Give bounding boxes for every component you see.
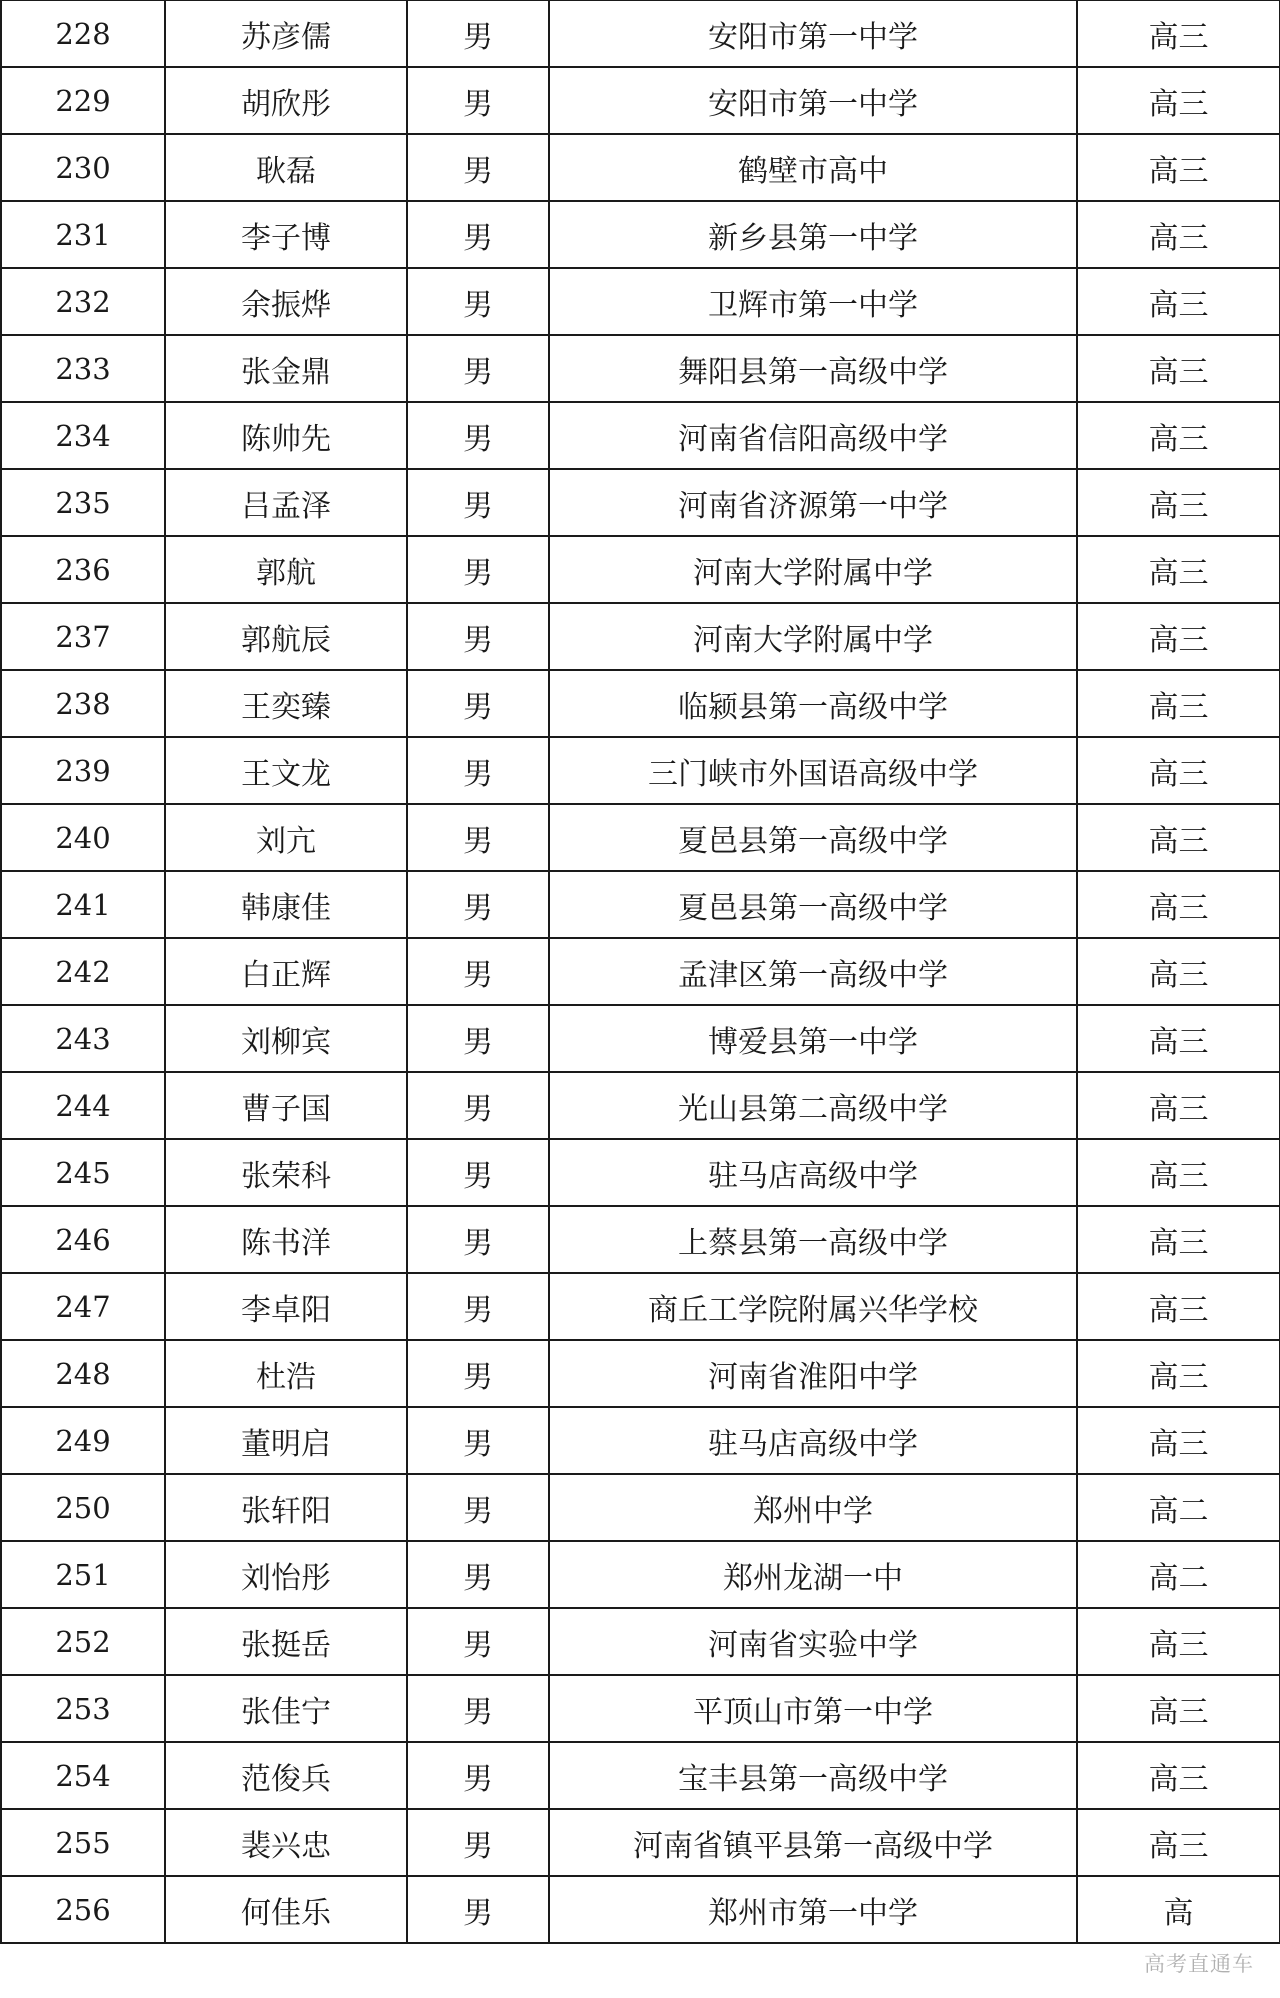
cell-name: 陈书洋: [165, 1206, 407, 1273]
cell-number: 255: [1, 1809, 165, 1876]
cell-school: 卫辉市第一中学: [549, 268, 1077, 335]
cell-school: 博爱县第一中学: [549, 1005, 1077, 1072]
cell-gender: 男: [407, 469, 549, 536]
table-row: [1, 268, 1280, 335]
cell-grade: 高三: [1077, 67, 1280, 134]
cell-grade: 高三: [1077, 1675, 1280, 1742]
cell-school: 宝丰县第一高级中学: [549, 1742, 1077, 1809]
cell-number: 243: [1, 1005, 165, 1072]
cell-grade: 高三: [1077, 536, 1280, 603]
table-row: [1, 804, 1280, 871]
table-row: [1, 871, 1280, 938]
cell-gender: 男: [407, 938, 549, 1005]
table-row: [1, 536, 1280, 603]
cell-grade: 高三: [1077, 1809, 1280, 1876]
table-row: [1, 1474, 1280, 1541]
cell-number: 239: [1, 737, 165, 804]
watermark: 高考直通车: [1144, 1952, 1254, 1976]
cell-school: 河南省镇平县第一高级中学: [549, 1809, 1077, 1876]
table-row: [1, 737, 1280, 804]
cell-gender: 男: [407, 536, 549, 603]
cell-number: 253: [1, 1675, 165, 1742]
cell-number: 246: [1, 1206, 165, 1273]
cell-number: 232: [1, 268, 165, 335]
cell-name: 张轩阳: [165, 1474, 407, 1541]
cell-name: 范俊兵: [165, 1742, 407, 1809]
cell-number: 252: [1, 1608, 165, 1675]
cell-gender: 男: [407, 1139, 549, 1206]
cell-grade: 高三: [1077, 670, 1280, 737]
cell-number: 256: [1, 1876, 165, 1943]
cell-name: 李卓阳: [165, 1273, 407, 1340]
cell-name: 杜浩: [165, 1340, 407, 1407]
cell-name: 董明启: [165, 1407, 407, 1474]
table-row: [1, 670, 1280, 737]
cell-school: 驻马店高级中学: [549, 1139, 1077, 1206]
cell-name: 刘怡彤: [165, 1541, 407, 1608]
cell-gender: 男: [407, 1340, 549, 1407]
cell-number: 242: [1, 938, 165, 1005]
cell-grade: 高三: [1077, 1407, 1280, 1474]
cell-grade: 高三: [1077, 1206, 1280, 1273]
cell-school: 河南省信阳高级中学: [549, 402, 1077, 469]
cell-gender: 男: [407, 1608, 549, 1675]
cell-number: 244: [1, 1072, 165, 1139]
cell-gender: 男: [407, 1206, 549, 1273]
cell-gender: 男: [407, 871, 549, 938]
table-row: [1, 1139, 1280, 1206]
roster-body: [1, 0, 1280, 1943]
cell-grade: 高三: [1077, 938, 1280, 1005]
cell-school: 河南大学附属中学: [549, 603, 1077, 670]
cell-school: 郑州中学: [549, 1474, 1077, 1541]
cell-name: 韩康佳: [165, 871, 407, 938]
cell-grade: 高三: [1077, 1005, 1280, 1072]
cell-gender: 男: [407, 0, 549, 67]
cell-grade: 高三: [1077, 201, 1280, 268]
cell-gender: 男: [407, 737, 549, 804]
table-row: [1, 1809, 1280, 1876]
cell-name: 张金鼎: [165, 335, 407, 402]
cell-gender: 男: [407, 1541, 549, 1608]
cell-number: 231: [1, 201, 165, 268]
cell-gender: 男: [407, 1005, 549, 1072]
cell-grade: 高三: [1077, 1742, 1280, 1809]
cell-school: 夏邑县第一高级中学: [549, 871, 1077, 938]
cell-school: 舞阳县第一高级中学: [549, 335, 1077, 402]
cell-grade: 高: [1077, 1876, 1280, 1943]
cell-school: 三门峡市外国语高级中学: [549, 737, 1077, 804]
table-row: [1, 469, 1280, 536]
cell-grade: 高三: [1077, 469, 1280, 536]
cell-school: 平顶山市第一中学: [549, 1675, 1077, 1742]
cell-grade: 高三: [1077, 1072, 1280, 1139]
cell-name: 苏彦儒: [165, 0, 407, 67]
cell-grade: 高三: [1077, 804, 1280, 871]
cell-name: 郭航辰: [165, 603, 407, 670]
cell-gender: 男: [407, 1675, 549, 1742]
cell-grade: 高三: [1077, 1139, 1280, 1206]
cell-grade: 高三: [1077, 1608, 1280, 1675]
cell-gender: 男: [407, 201, 549, 268]
cell-school: 新乡县第一中学: [549, 201, 1077, 268]
cell-school: 河南大学附属中学: [549, 536, 1077, 603]
table-row: [1, 1206, 1280, 1273]
cell-gender: 男: [407, 1072, 549, 1139]
cell-number: 236: [1, 536, 165, 603]
cell-school: 商丘工学院附属兴华学校: [549, 1273, 1077, 1340]
table-row: [1, 1541, 1280, 1608]
cell-name: 刘亢: [165, 804, 407, 871]
cell-name: 郭航: [165, 536, 407, 603]
cell-gender: 男: [407, 804, 549, 871]
cell-school: 河南省实验中学: [549, 1608, 1077, 1675]
table-row: [1, 67, 1280, 134]
cell-grade: 高三: [1077, 335, 1280, 402]
cell-gender: 男: [407, 1742, 549, 1809]
cell-gender: 男: [407, 67, 549, 134]
table-row: [1, 1608, 1280, 1675]
cell-grade: 高二: [1077, 1474, 1280, 1541]
cell-number: 240: [1, 804, 165, 871]
cell-number: 254: [1, 1742, 165, 1809]
cell-school: 孟津区第一高级中学: [549, 938, 1077, 1005]
cell-grade: 高二: [1077, 1541, 1280, 1608]
cell-school: 上蔡县第一高级中学: [549, 1206, 1077, 1273]
cell-grade: 高三: [1077, 1340, 1280, 1407]
cell-number: 248: [1, 1340, 165, 1407]
cell-gender: 男: [407, 134, 549, 201]
cell-number: 229: [1, 67, 165, 134]
cell-number: 228: [1, 0, 165, 67]
cell-name: 张荣科: [165, 1139, 407, 1206]
table-row: [1, 402, 1280, 469]
table-row: [1, 1005, 1280, 1072]
cell-grade: 高三: [1077, 1273, 1280, 1340]
cell-name: 王文龙: [165, 737, 407, 804]
cell-number: 247: [1, 1273, 165, 1340]
cell-number: 233: [1, 335, 165, 402]
cell-school: 安阳市第一中学: [549, 0, 1077, 67]
cell-name: 曹子国: [165, 1072, 407, 1139]
cell-gender: 男: [407, 268, 549, 335]
cell-grade: 高三: [1077, 0, 1280, 67]
cell-number: 230: [1, 134, 165, 201]
cell-gender: 男: [407, 1809, 549, 1876]
cell-name: 吕孟泽: [165, 469, 407, 536]
cell-name: 王奕臻: [165, 670, 407, 737]
cell-gender: 男: [407, 335, 549, 402]
cell-number: 234: [1, 402, 165, 469]
cell-number: 237: [1, 603, 165, 670]
cell-number: 241: [1, 871, 165, 938]
cell-grade: 高三: [1077, 871, 1280, 938]
cell-school: 临颍县第一高级中学: [549, 670, 1077, 737]
cell-name: 余振烨: [165, 268, 407, 335]
cell-gender: 男: [407, 1474, 549, 1541]
cell-number: 249: [1, 1407, 165, 1474]
cell-gender: 男: [407, 402, 549, 469]
cell-grade: 高三: [1077, 134, 1280, 201]
table-row: [1, 1876, 1280, 1943]
cell-number: 245: [1, 1139, 165, 1206]
cell-number: 235: [1, 469, 165, 536]
cell-name: 耿磊: [165, 134, 407, 201]
cell-gender: 男: [407, 1273, 549, 1340]
cell-number: 251: [1, 1541, 165, 1608]
cell-grade: 高三: [1077, 402, 1280, 469]
cell-name: 张佳宁: [165, 1675, 407, 1742]
table-row: [1, 603, 1280, 670]
table-row: [1, 0, 1280, 67]
cell-school: 鹤壁市高中: [549, 134, 1077, 201]
table-row: [1, 1340, 1280, 1407]
cell-school: 光山县第二高级中学: [549, 1072, 1077, 1139]
cell-name: 白正辉: [165, 938, 407, 1005]
table-row: [1, 1742, 1280, 1809]
cell-grade: 高三: [1077, 603, 1280, 670]
table-row: [1, 134, 1280, 201]
cell-school: 郑州市第一中学: [549, 1876, 1077, 1943]
cell-name: 张挺岳: [165, 1608, 407, 1675]
cell-gender: 男: [407, 1407, 549, 1474]
cell-name: 李子博: [165, 201, 407, 268]
cell-number: 250: [1, 1474, 165, 1541]
cell-gender: 男: [407, 1876, 549, 1943]
cell-number: 238: [1, 670, 165, 737]
cell-name: 刘柳宾: [165, 1005, 407, 1072]
cell-school: 河南省济源第一中学: [549, 469, 1077, 536]
table-row: [1, 335, 1280, 402]
table-row: [1, 938, 1280, 1005]
cell-gender: 男: [407, 603, 549, 670]
cell-school: 夏邑县第一高级中学: [549, 804, 1077, 871]
cell-grade: 高三: [1077, 268, 1280, 335]
cell-school: 郑州龙湖一中: [549, 1541, 1077, 1608]
table-row: [1, 1407, 1280, 1474]
table-row: [1, 1273, 1280, 1340]
cell-name: 何佳乐: [165, 1876, 407, 1943]
cell-gender: 男: [407, 670, 549, 737]
cell-school: 驻马店高级中学: [549, 1407, 1077, 1474]
table-row: [1, 1675, 1280, 1742]
cell-school: 安阳市第一中学: [549, 67, 1077, 134]
table-row: [1, 201, 1280, 268]
cell-name: 陈帅先: [165, 402, 407, 469]
cell-grade: 高三: [1077, 737, 1280, 804]
cell-school: 河南省淮阳中学: [549, 1340, 1077, 1407]
cell-name: 胡欣彤: [165, 67, 407, 134]
cell-name: 裴兴忠: [165, 1809, 407, 1876]
table-row: [1, 1072, 1280, 1139]
